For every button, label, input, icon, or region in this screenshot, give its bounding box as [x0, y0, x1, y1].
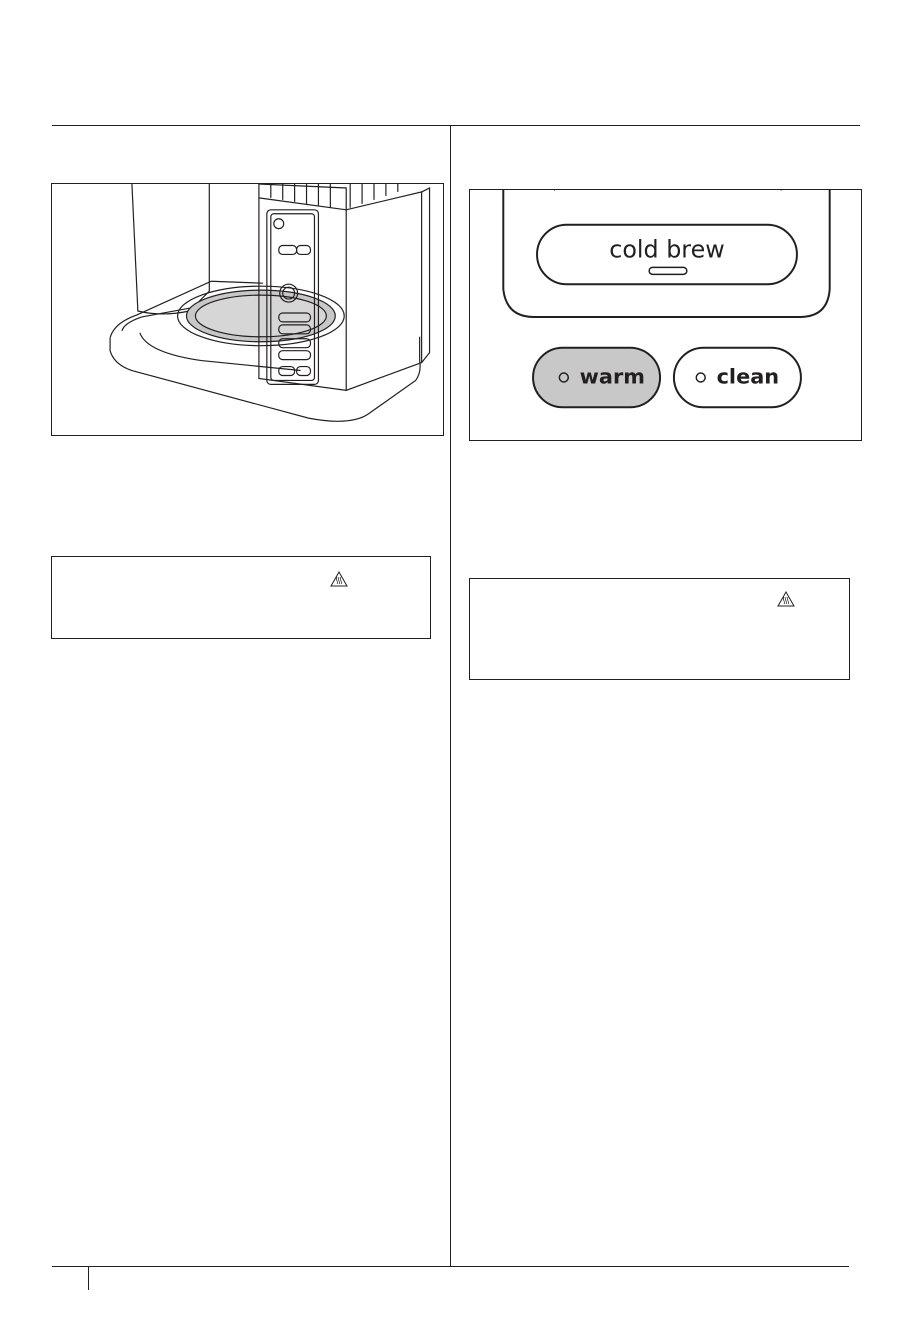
hot-surface-warning-icon: [330, 571, 348, 587]
hot-surface-warning-icon: [777, 591, 795, 607]
bottom-rule: [52, 1266, 849, 1267]
top-rule: [52, 125, 860, 126]
cold-brew-label: cold brew: [609, 235, 725, 264]
column-divider: [450, 125, 451, 1266]
control-panel-closeup: [469, 189, 862, 441]
warning-box: [469, 578, 850, 680]
coffee-maker-illustration: [51, 183, 444, 436]
warm-label: warm: [579, 364, 645, 389]
page-number-divider: [88, 1266, 89, 1290]
clean-label: clean: [716, 364, 780, 389]
coffee-maker-drawing: [52, 184, 443, 435]
warning-box: [51, 556, 431, 639]
control-panel-drawing: [470, 190, 861, 440]
